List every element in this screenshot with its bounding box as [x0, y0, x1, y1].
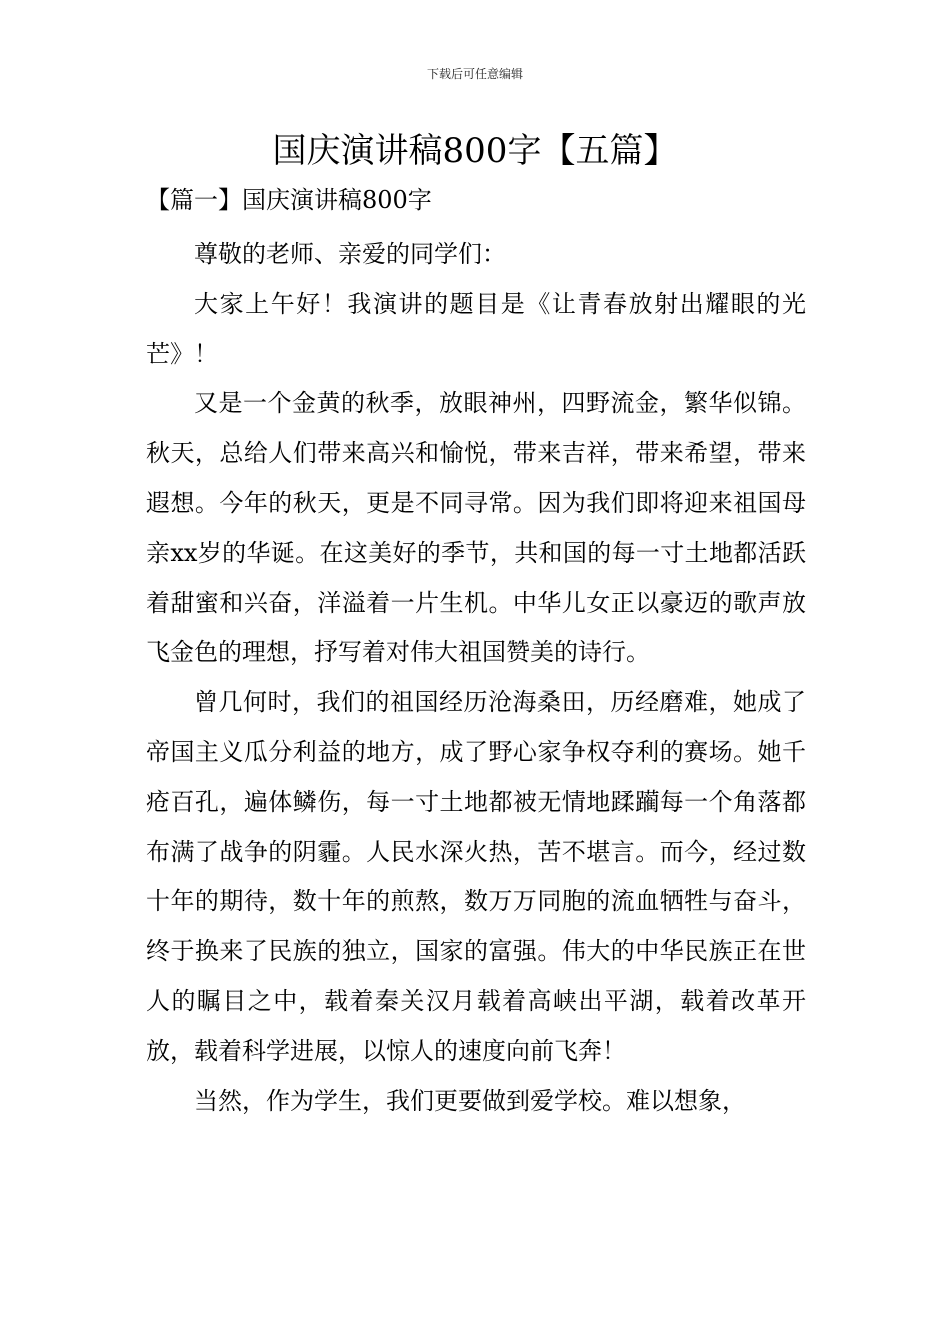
header-note: 下载后可任意编辑 — [426, 67, 523, 81]
section-heading: 【篇一】国庆演讲稿800字 — [146, 186, 432, 214]
paragraph-autumn: 又是一个金黄的秋季，放眼神州，四野流金，繁华似锦。秋天，总给人们带来高兴和愉悦，带来吉祥，带来希望，带来遐想。今年的秋天，更是不同寻常。因为我们即将迎来祖国母亲xx岁的华诞。在这美好的季节，共和国的每一寸土地都活跃着甜蜜和兴奋，洋溢着一片生机。中华儿女正以豪迈的歌声放飞金色的理想，抒写着对伟大祖国赞美的诗行。 — [146, 389, 806, 667]
document-body — [146, 230, 806, 1126]
paragraph-school: 当然，作为学生，我们更要做到爱学校。难以想象， — [194, 1086, 746, 1115]
document-title: 国庆演讲稿800字【五篇】 — [272, 131, 678, 171]
paragraph-history: 曾几何时，我们的祖国经历沧海桑田，历经磨难，她成了帝国主义瓜分利益的地方，成了野心家争权夺利的赛场。她千疮百孔，遍体鳞伤，每一寸土地都被无情地蹂躏每一个角落都布满了战争的阴霾。人民水深火热，苦不堪言。而今，经过数十年的期待，数十年的煎熬，数万万同胞的流血牺牲与奋斗，终于换来了民族的独立，国家的富强。伟大的中华民族正在世人的瞩目之中，载着秦关汉月载着高峡出平湖，载着改革开放，载着科学进展，以惊人的速度向前飞奔！ — [146, 688, 806, 1065]
paragraph-greeting: 尊敬的老师、亲爱的同学们： — [194, 240, 506, 268]
paragraph-opening: 大家上午好！我演讲的题目是《让青春放射出耀眼的光芒》！ — [146, 289, 806, 368]
